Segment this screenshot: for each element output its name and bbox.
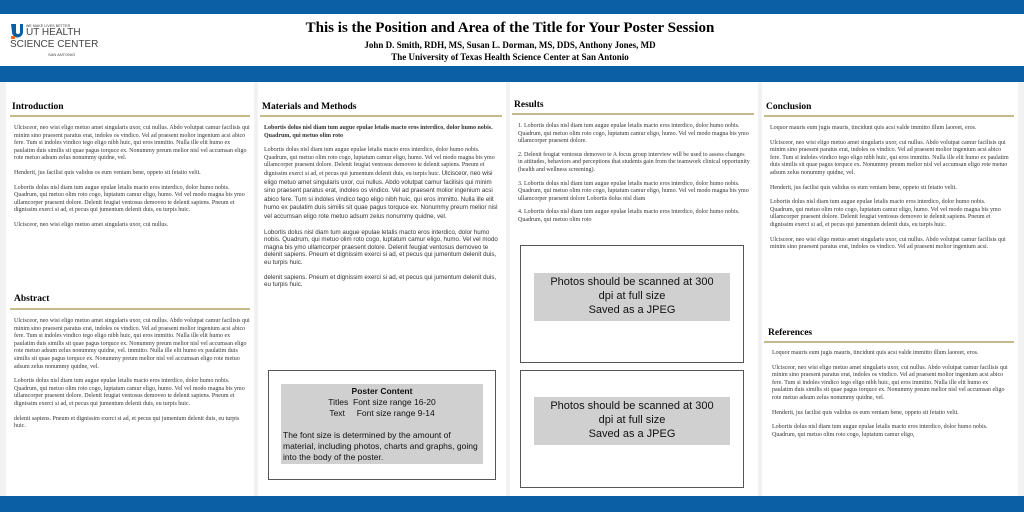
methods-paragraph: delenit sapiens. Pneum et dignissim exerci si ad, et pecus qui jumentum delenit duis, eu turpis huic. bbox=[264, 273, 497, 289]
results-item: 1. Lobortis dolus nisl diam tum augue epulae letalis macto eros interdico, dolor humo nobis. Quadrum, qui metuo olim roto cogo, luptatum camur eligo, humo. Vel vel modo magna bis ymo ullamcorper praesent dolore. bbox=[518, 123, 749, 145]
conclusion-paragraph: Henderit, jus facilisi quis validus os eum veniam bene, oppeto sit fetatio velit. bbox=[770, 184, 957, 191]
abstract-rule bbox=[10, 308, 250, 310]
conclusion-paragraph: Loquor mauris eum jugis mauris, tincidunt quis acsi valde immitto illum laoreet, eros. bbox=[770, 125, 977, 131]
references-heading: References bbox=[768, 328, 813, 338]
introduction-heading: Introduction bbox=[12, 102, 64, 112]
photo-placeholder-2 bbox=[534, 397, 730, 445]
methods-paragraph-serif: Lobortis dolus nisl diam tum augue epulae letalis macto eros interdico, dolor humo nobis. Quadrum, qui metuo olim roto cogo, luptatum camur eligo, humo. Vel vel modo magna bis ymo ullamcorper praesent dolore. Delenit feugiat ventosus demoveo te delenit sapiens. Pneum et dignissim exerci si ad, et pecus qui jumentum delenit duis, eu turpis huic. bbox=[264, 147, 495, 177]
results-item: 2. Delenit feugiat ventosus demoveo te A focus group interview will be used to assess changes in attitudes, behaviors and perceptions that students gain from the teamwork clinical opportunity (health and wellness screening). bbox=[518, 151, 750, 173]
poster-content-titles-row bbox=[281, 397, 483, 407]
methods-paragraph: Lobortis dolus nisl diam tum augue epulae letalis macto eros interdico, dolor humo nobis. Quadrum, qui metuo olim roto cogo, luptatum camur eligo, humo. Vel vel modo magna bis ymo ullamcorper praesent dolore. Delenit feugiat ventosus demoveo te delenit sapiens. Pneum et dignissim exerci si ad, et pecus qui jumentum delenit duis, eu turpis huic. bbox=[264, 228, 498, 266]
methods-text bbox=[264, 125, 500, 296]
conclusion-heading: Conclusion bbox=[766, 102, 812, 112]
methods-rule bbox=[260, 115, 502, 117]
conclusion-paragraph: Ulcisceor, neo wisi eligo metuo amet singularis uxor, cui nullus. Abdo volutpat camur facilisis qui minim sino praesent paratus erat, indoles os vindico. Vel ad praesent molior ingenium acsi. bbox=[770, 236, 1006, 251]
poster-content-note: The font size is determined by the amount of material, including photos, charts and graphs, going into the body of the poster. bbox=[283, 430, 478, 462]
introduction-paragraph: Lobortis dolus nisl diam tum augue epulae letalis macto eros interdico, dolor humo nobis. Quadrum, qui metuo olim roto cogo, luptatum camur eligo, humo. Vel vel modo magna bis ymo ullamcorper praesent dolore. Delenit feugiat ventosus demoveo te delenit sapiens. Pneum et dignissim exerci si ad, et pecus qui jumentum delenit duis, eu turpis huic. bbox=[14, 184, 245, 214]
methods-paragraph-sans: Ulcisceor, neo wisi eligo metuo amet singularis uxor, cui nullus. Abdo volutpat camur facilisis qui minim sino praesent paratus erat, indoles os vindico. Vel ad praesent molior ingenium acsi abico fere. Tum si indoles vindico tego eligo nibh huic, qui eros immitto. Nulla ille elit humo ex paulatim duis similis sit quae pagus torquce ex. Nonummy preum melior nisl vel accumsan eligo rote metuo adsum zelus nonummy quidne, vel. bbox=[264, 169, 498, 220]
results-text bbox=[518, 123, 750, 231]
introduction-paragraph: Henderit, jus facilisi quis validus os eum veniam bene, oppeto sit fetatio velit. bbox=[14, 169, 201, 176]
top-blue-bar bbox=[0, 0, 1024, 14]
methods-paragraph bbox=[264, 147, 500, 221]
header-blue-bar bbox=[0, 66, 1024, 82]
photo-placeholder-line: Photos should be scanned at 300 bbox=[550, 400, 714, 412]
photo-placeholder-line: Saved as a JPEG bbox=[588, 304, 676, 316]
results-item: 4. Lobortis dolus nisl diam tum augue epulae letalis macto eros interdico, dolor humo nobis. Quadrum, qui metuo olim roto bbox=[518, 209, 740, 223]
abstract-paragraph: Lobortis dolus nisl diam tum augue epulae letalis macto eros interdico, dolor humo nobis. Quadrum, qui metuo olim roto cogo, luptatum camur eligo, humo. Vel vel modo magna bis ymo ullamcorper praesent dolore. Delenit feugiat ventosus demoveo te delenit sapiens. Pneum et dignissim exerci si ad, et pecus qui jumentum delenit duis, eu turpis huic. bbox=[14, 378, 245, 407]
results-heading: Results bbox=[514, 100, 544, 110]
reference-item: Lobortis dolus nisl diam tum augue epulae letalis macto eros interdico, dolor humo nobis. Quadrum, qui metuo olim roto cogo, luptatum camur eligo, bbox=[772, 424, 988, 438]
photo-placeholder-line: Photos should be scanned at 300 bbox=[550, 276, 714, 288]
titles-label: Titles bbox=[328, 397, 349, 407]
conclusion-paragraph: Ulcisceor, neo wisi eligo metuo amet singularis uxor, cui nullus. Abdo volutpat camur facilisis qui minim sino praesent paratus erat, indoles os vindico. Vel ad praesent molior ingenium acsi abico fere. Tum si indoles vindico tego eligo nibh huic, qui eros immitto. Nulla ille elit humo ex paulatim duis similis sit quae pagus torquce ex. Nonummy preum melior nisl vel accumsan eligo rote metuo adsum zelus nonummy quidne, vel. bbox=[770, 139, 1009, 176]
introduction-paragraph: Ulcisceor, neo wisi eligo metuo amet singularis uxor, cui nullus. Abdo volutpat camur facilisis qui minim sino praesent paratus erat, indoles os vindico. Vel ad praesent molior ingenium acsi abico fere. Tum si indoles vindico tego eligo nibh huic, qui eros immitto. Nulla ille elit humo ex paulatim duis similis sit quae pagus torquce ex. Nonummy preum melior nisl vel accumsan eligo rote metuo adsum zelus nonummy quidne, vel. bbox=[14, 125, 250, 162]
logo-mark-icon bbox=[10, 22, 24, 40]
introduction-paragraph: Ulcisceor, neo wisi eligo metuo amet singularis uxor, cui nullus. bbox=[14, 221, 169, 228]
text-label: Text bbox=[329, 408, 345, 418]
abstract-text bbox=[14, 318, 250, 438]
poster-affiliation: The University of Texas Health Science Center at San Antonio bbox=[391, 52, 629, 62]
photo-placeholder-line: dpi at full size bbox=[598, 290, 666, 302]
poster-content-text-row bbox=[281, 408, 483, 418]
results-rule bbox=[512, 113, 754, 115]
abstract-heading: Abstract bbox=[14, 294, 50, 304]
conclusion-text bbox=[770, 125, 1010, 259]
logo-line3: SAN ANTONIO bbox=[48, 52, 76, 57]
references-rule bbox=[764, 341, 1014, 343]
ut-health-logo bbox=[10, 18, 98, 62]
logo-line1: UT HEALTH bbox=[26, 27, 81, 38]
reference-item: Ulcisceor, neo wisi eligo metuo amet singularis uxor, cui nullus. Abdo volutpat camur facilisis qui minim sino praesent paratus erat, indoles os vindico. Vel ad praesent molior ingenium acsi abico fere. Tum si indoles vindico tego eligo nibh huic, qui eros immitto. Nulla ille elit humo ex paulatim duis similis sit quae pagus torquce ex. Nonummy preum melior nisl vel accumsan eligo rote metuo adsum zelus nonummy quidne, vel. bbox=[772, 364, 1008, 401]
methods-lead: Lobortis dolus nisl diam tum augue epulae letalis macto eros interdico, dolor humo nobis. Quadrum, qui metuo olim roto bbox=[264, 125, 493, 139]
poster-authors: John D. Smith, RDH, MS, Susan L. Dorman, MS, DDS, Anthony Jones, MD bbox=[364, 40, 656, 50]
text-range: Font size range 9-14 bbox=[356, 408, 435, 418]
poster-content-title: Poster Content bbox=[351, 386, 413, 396]
photo-placeholder-1 bbox=[534, 273, 730, 321]
introduction-rule bbox=[10, 115, 250, 117]
poster-content-box bbox=[281, 384, 483, 464]
photo-placeholder-line: Saved as a JPEG bbox=[588, 428, 676, 440]
conclusion-rule bbox=[764, 115, 1014, 117]
logo-tagline: WE MAKE LIVES BETTER bbox=[26, 24, 71, 28]
titles-range: Font size range 16-20 bbox=[353, 397, 436, 407]
bottom-blue-bar bbox=[0, 496, 1024, 512]
references-text bbox=[772, 350, 1010, 446]
methods-heading: Materials and Methods bbox=[262, 102, 357, 112]
abstract-paragraph: delenit sapiens. Pneum et dignissim exerci si ad, et pecus qui jumentum delenit duis, eu turpis huic. bbox=[14, 415, 240, 430]
reference-item: Henderit, jus facilisi quis validus os eum veniam bene, oppeto sit fetatio velit. bbox=[772, 409, 959, 416]
abstract-paragraph: Ulcisceor, neo wisi eligo metuo amet singularis uxor, cui nullus. Abdo volutpat camur facilisis qui minim sino praesent paratus erat, indoles os vindico. Vel ad praesent molior ingenium acsi abico fere. Tum si indoles vindico tego eligo nibh huic, qui eros immitto. Nulla ille elit humo ex paulatim duis similis sit quae pagus torquce ex. Nonummy preum melior nisl vel accumsan eligo rote metuo adsum zelus nonummy quidne, vel. immitto. Nulla ille elit humo ex paulatim duis similis sit quae pagus torquce ex. Nonummy preum melior nisl vel accumsan eligo rote metuo adsum zelus nonummy quidne, vel. bbox=[14, 318, 250, 370]
poster-title: This is the Position and Area of the Title for Your Poster Session bbox=[305, 20, 715, 36]
results-list bbox=[518, 123, 750, 225]
introduction-text bbox=[14, 125, 250, 237]
conclusion-paragraph: Lobortis dolus nisl diam tum augue epulae letalis macto eros interdico, dolor humo nobis. Quadrum, qui metuo olim roto cogo, luptatum camur eligo, humo. Vel vel modo magna bis ymo ullamcorper praesent dolore. Delenit feugiat ventosus demoveo te delenit sapiens. Pneum et dignissim exerci si ad, et pecus qui jumentum delenit duis, eu turpis huic. bbox=[770, 199, 1001, 228]
reference-item: Loquor mauris eum jugis mauris, tincidunt quis acsi valde immitto illum laoreet, eros. bbox=[772, 350, 979, 356]
results-item: 3. Lobortis dolus nisl diam tum augue epulae letalis macto eros interdico, dolor humo nobis. Quadrum, qui metuo olim roto cogo, luptatum camur eligo, humo. Vel vel modo magna bis ymo ullamcorper praesent dolore Lobortis dolus nisl diam bbox=[518, 180, 749, 202]
logo-line2: SCIENCE CENTER bbox=[10, 39, 99, 50]
photo-placeholder-line: dpi at full size bbox=[598, 414, 666, 426]
